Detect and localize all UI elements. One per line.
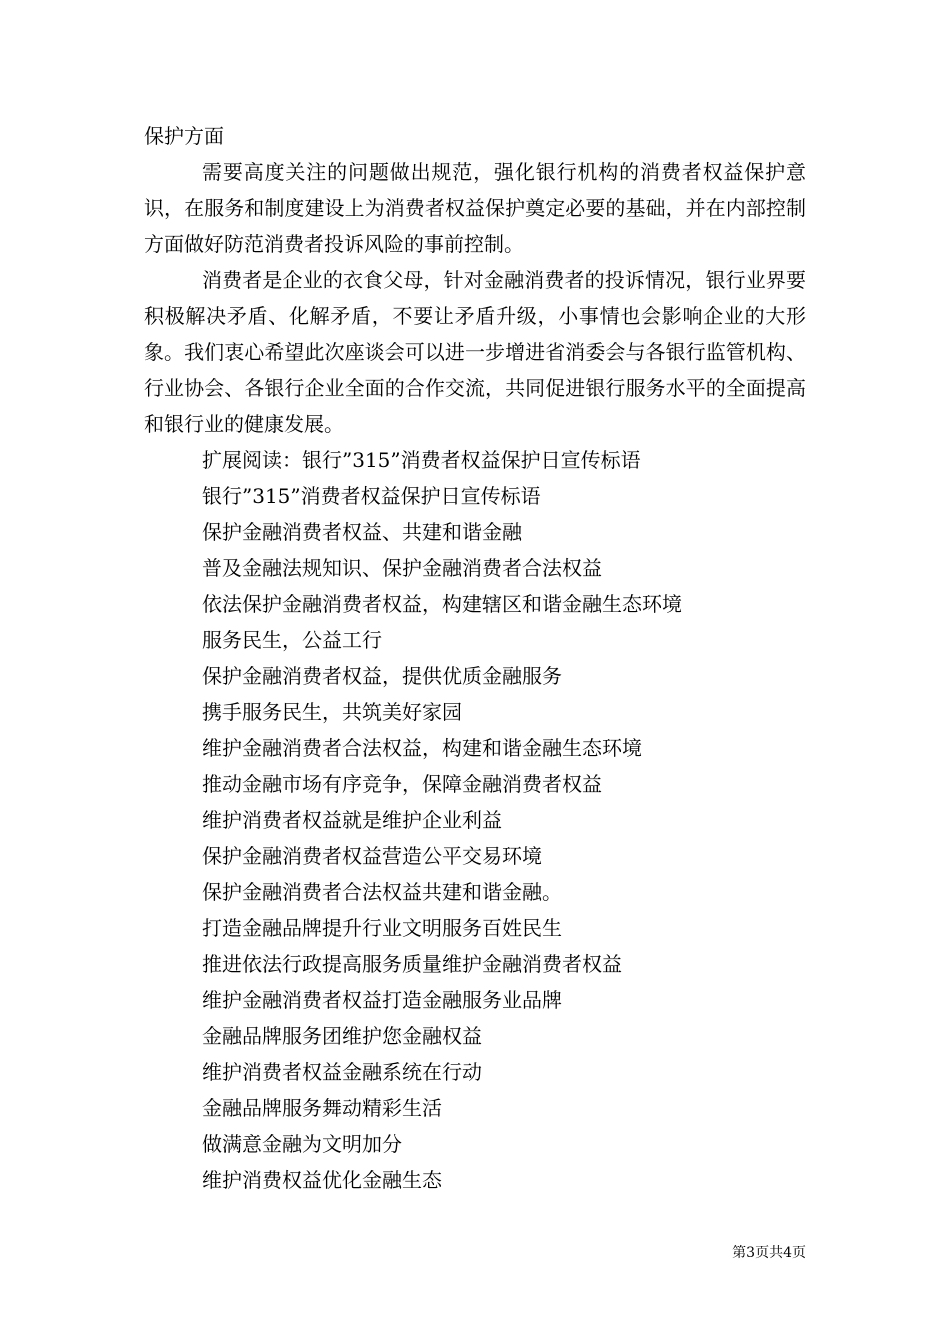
list-item: 携手服务民生，共筑美好家园	[202, 700, 462, 724]
page-number-footer: 第3页共4页	[732, 1245, 806, 1261]
list-item: 推动金融市场有序竞争，保障金融消费者权益	[202, 772, 602, 796]
list-item: 服务民生，公益工行	[202, 628, 382, 652]
list-item: 做满意金融为文明加分	[202, 1132, 402, 1156]
list-item: 金融品牌服务团维护您金融权益	[202, 1024, 482, 1048]
heading-fragment: 保护方面	[144, 124, 224, 148]
list-item: 维护消费权益优化金融生态	[202, 1168, 442, 1192]
list-item: 维护消费者权益金融系统在行动	[202, 1060, 482, 1084]
list-item: 普及金融法规知识、保护金融消费者合法权益	[202, 556, 602, 580]
paragraph-2: 消费者是企业的衣食父母，针对金融消费者的投诉情况，银行业界要积极解决矛盾、化解矛盾，不要让矛盾升级，小事情也会影响企业的大形象。我们衷心希望此次座谈会可以进一步增进省消委会与各银行监管机构、行业协会、各银行企业全面的合作交流，共同促进银行服务水平的全面提高和银行业的健康发展。	[144, 268, 806, 436]
slogan-list	[144, 442, 806, 1198]
list-item: 保护金融消费者合法权益共建和谐金融。	[202, 880, 562, 904]
list-item: 保护金融消费者权益，提供优质金融服务	[202, 664, 562, 688]
paragraph-1: 需要高度关注的问题做出规范，强化银行机构的消费者权益保护意识，在服务和制度建设上为消费者权益保护奠定必要的基础，并在内部控制方面做好防范消费者投诉风险的事前控制。	[144, 160, 806, 256]
list-item: 维护金融消费者合法权益，构建和谐金融生态环境	[202, 736, 642, 760]
list-item: 银行”315”消费者权益保护日宣传标语	[202, 484, 541, 508]
list-item: 保护金融消费者权益营造公平交易环境	[202, 844, 542, 868]
list-item: 扩展阅读：银行”315”消费者权益保护日宣传标语	[202, 448, 641, 472]
list-item: 打造金融品牌提升行业文明服务百姓民生	[202, 916, 562, 940]
list-item: 依法保护金融消费者权益，构建辖区和谐金融生态环境	[202, 592, 682, 616]
list-item: 推进依法行政提高服务质量维护金融消费者权益	[202, 952, 622, 976]
list-item: 金融品牌服务舞动精彩生活	[202, 1096, 442, 1120]
document-body	[144, 118, 806, 1198]
list-item: 维护消费者权益就是维护企业利益	[202, 808, 502, 832]
list-item: 维护金融消费者权益打造金融服务业品牌	[202, 988, 562, 1012]
list-item: 保护金融消费者权益、共建和谐金融	[202, 520, 522, 544]
